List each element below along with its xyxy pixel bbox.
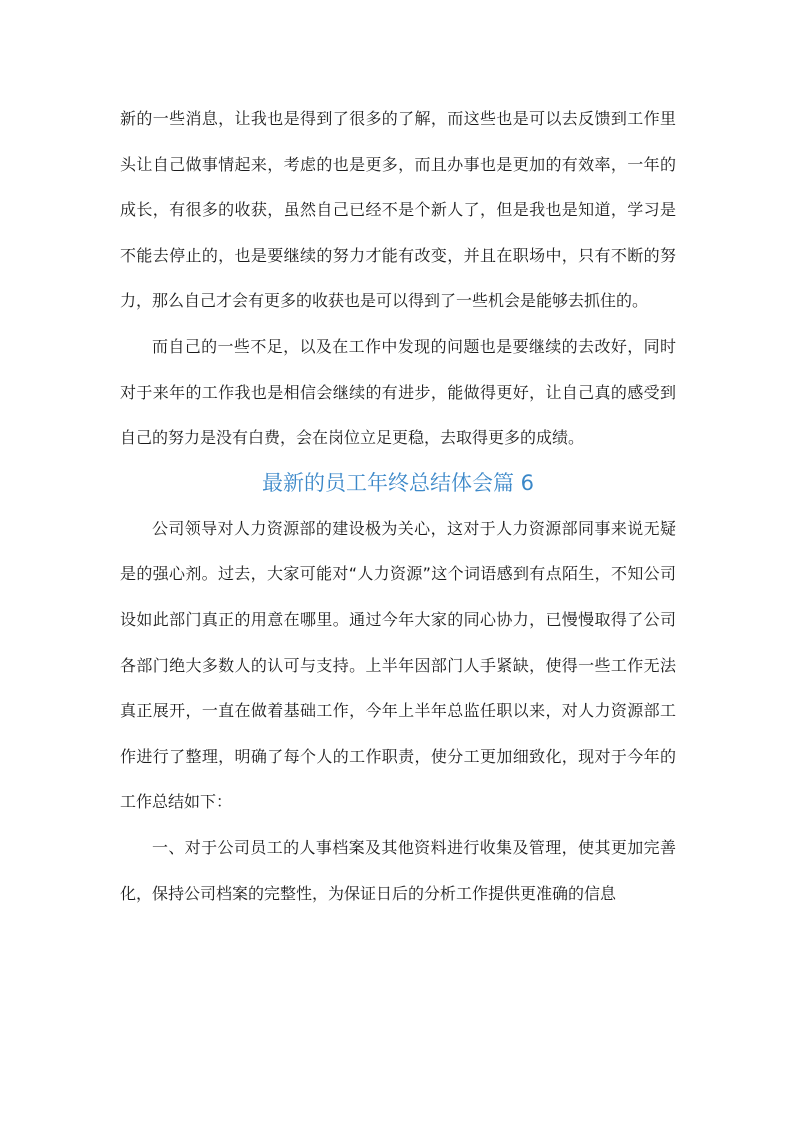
paragraph-4: 一、对于公司员工的人事档案及其他资料进行收集及管理，使其更加完善化，保持公司档案的完整性，为保证日后的分析工作提供更准确的信息 <box>120 837 676 903</box>
paragraph-3: 公司领导对人力资源部的建设极为关心，这对于人力资源部同事来说无疑是的强心剂。过去，大家可能对“人力资源”这个词语感到有点陌生，不知公司设如此部门真正的用意在哪里。通过今年大家的同心协力，已慢慢取得了公司各部门绝大多数人的认可与支持。上半年因部门人手紧缺，使得一些工作无法真正展开，一直在做着基础工作，今年上半年总监任职以来，对人力资源部工作进行了整理，明确了每个人的工作职责，使分工更加细致化，现对于今年的工作总结如下： <box>120 518 676 812</box>
paragraph-2: 而自己的一些不足，以及在工作中发现的问题也是要继续的去改好，同时对于来年的工作我也是相信会继续的有进步，能做得更好，让自己真的感受到自己的努力是没有白费，会在岗位立足更稳，去取得更多的成绩。 <box>120 336 676 448</box>
document-page <box>120 96 676 916</box>
paragraph-1: 新的一些消息，让我也是得到了很多的了解，而这些也是可以去反馈到工作里头让自己做事情起来，考虑的也是更多，而且办事也是更加的有效率，一年的成长，有很多的收获，虽然自己已经不是个新人了，但是我也是知道，学习是不能去停止的，也是要继续的努力才能有改变，并且在职场中，只有不断的努力，那么自己才会有更多的收获也是可以得到了一些机会是能够去抓住的。 <box>120 109 676 311</box>
section-heading: 最新的员工年终总结体会篇 6 <box>261 470 535 495</box>
